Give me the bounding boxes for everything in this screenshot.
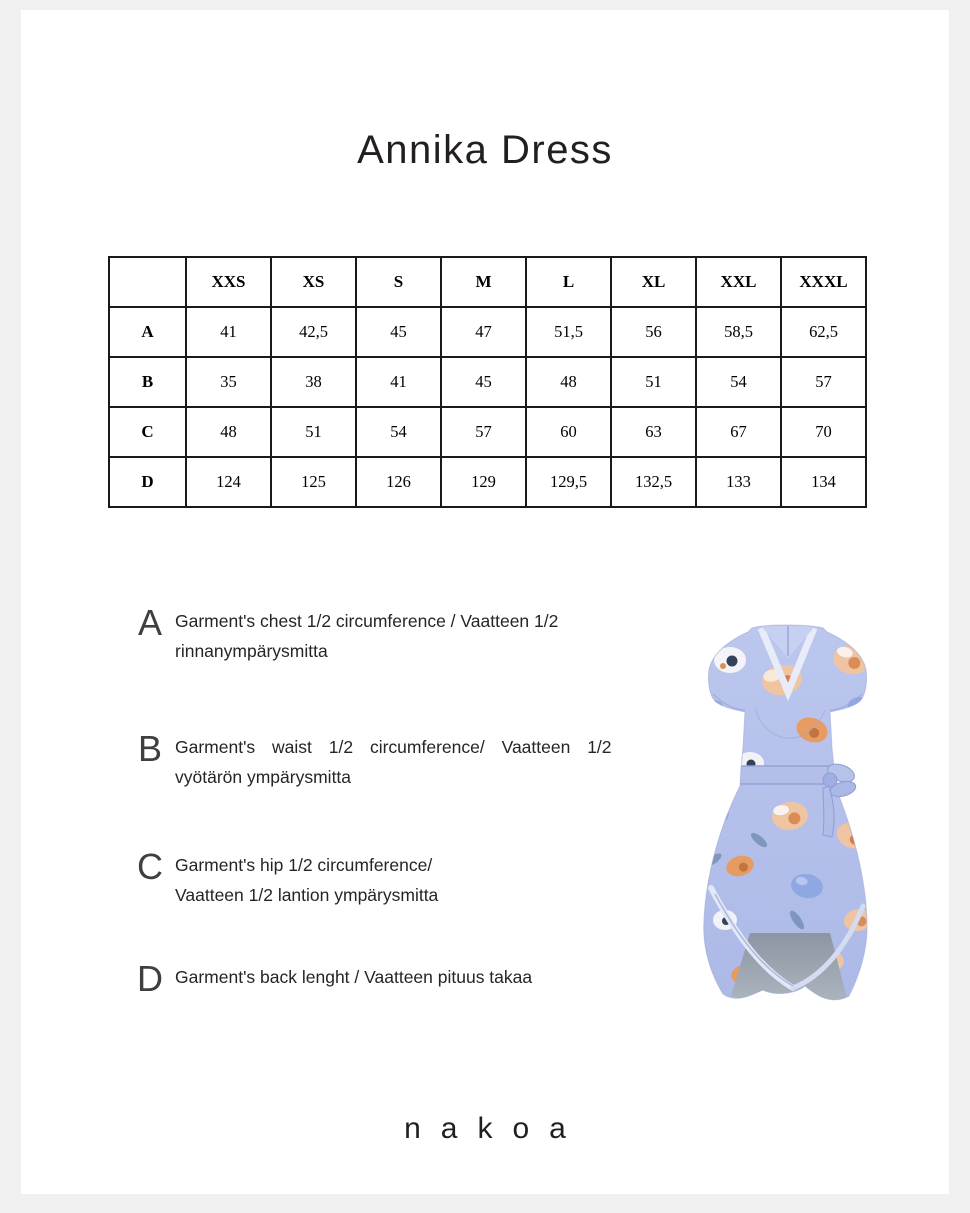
size-chart-value-cell: 45 [356,307,441,357]
legend-text-d-line1: Garment's back lenght / Vaatteen pituus takaa [175,967,533,987]
size-chart-value-cell: 124 [186,457,271,507]
size-chart-value-cell: 129,5 [526,457,611,507]
size-chart-value-cell: 63 [611,407,696,457]
dress-illustration [655,598,915,1010]
size-chart-value-cell: 35 [186,357,271,407]
size-chart-value-cell: 57 [781,357,866,407]
legend-text-d [175,962,653,992]
size-chart-value-cell: 60 [526,407,611,457]
size-chart-value-cell: 51 [611,357,696,407]
size-chart-value-cell: 57 [441,407,526,457]
size-chart-value-cell: 70 [781,407,866,457]
size-chart [108,256,867,508]
size-chart-value-cell: 45 [441,357,526,407]
size-chart-row [109,307,866,357]
size-chart-value-cell: 54 [356,407,441,457]
size-chart-value-cell: 62,5 [781,307,866,357]
size-chart-size-header: XXL [696,257,781,307]
product-photo [655,598,915,1010]
size-chart-size-header: M [441,257,526,307]
size-chart-row-label: D [109,457,186,507]
legend-text-b-line2: vyötärön ympärysmitta [175,767,352,787]
sheet-card [21,10,949,1194]
legend-letter-a: A [137,602,162,643]
size-chart-size-header: XL [611,257,696,307]
legend-text-c-line2: Vaatteen 1/2 lantion ympärysmitta [175,885,439,905]
legend-letter-c: C [137,846,163,887]
legend-text-c [175,850,653,910]
size-chart-corner-cell [109,257,186,307]
size-chart-value-cell: 129 [441,457,526,507]
size-chart-value-cell: 133 [696,457,781,507]
size-chart-value-cell: 41 [356,357,441,407]
legend-letter-d: D [137,958,163,999]
size-chart-value-cell: 42,5 [271,307,356,357]
legend-text-b [175,732,653,792]
size-chart-value-cell: 38 [271,357,356,407]
size-chart-value-cell: 132,5 [611,457,696,507]
size-chart-value-cell: 125 [271,457,356,507]
size-chart-row [109,457,866,507]
size-chart-size-header: XXXL [781,257,866,307]
legend-text-c-line1: Garment's hip 1/2 circumference/ [175,855,433,875]
legend-text-a-line2: rinnanympärysmitta [175,641,328,661]
size-chart-value-cell: 48 [186,407,271,457]
legend-letter-b: B [137,728,162,769]
size-chart-size-header: XS [271,257,356,307]
size-chart-table [108,256,867,508]
size-chart-header-row [109,257,866,307]
size-chart-value-cell: 126 [356,457,441,507]
legend-text-b-line1: Garment's waist 1/2 circumference/ Vaatteen 1/2 [175,737,612,757]
page-title: Annika Dress [357,128,613,172]
size-chart-row [109,407,866,457]
size-chart-size-header: S [356,257,441,307]
size-chart-value-cell: 54 [696,357,781,407]
size-chart-value-cell: 67 [696,407,781,457]
size-chart-value-cell: 48 [526,357,611,407]
size-chart-row-label: A [109,307,186,357]
size-chart-value-cell: 41 [186,307,271,357]
size-chart-value-cell: 56 [611,307,696,357]
size-chart-size-header: XXS [186,257,271,307]
size-chart-row-label: B [109,357,186,407]
size-chart-value-cell: 51 [271,407,356,457]
size-chart-value-cell: 51,5 [526,307,611,357]
size-chart-value-cell: 134 [781,457,866,507]
size-chart-value-cell: 58,5 [696,307,781,357]
legend-text-a [175,606,653,666]
brand-wordmark: nakoa [404,1112,586,1145]
size-chart-size-header: L [526,257,611,307]
legend-text-a-line1: Garment's chest 1/2 circumference / Vaatteen 1/2 [175,611,559,631]
size-chart-row [109,357,866,407]
size-chart-value-cell: 47 [441,307,526,357]
size-chart-row-label: C [109,407,186,457]
